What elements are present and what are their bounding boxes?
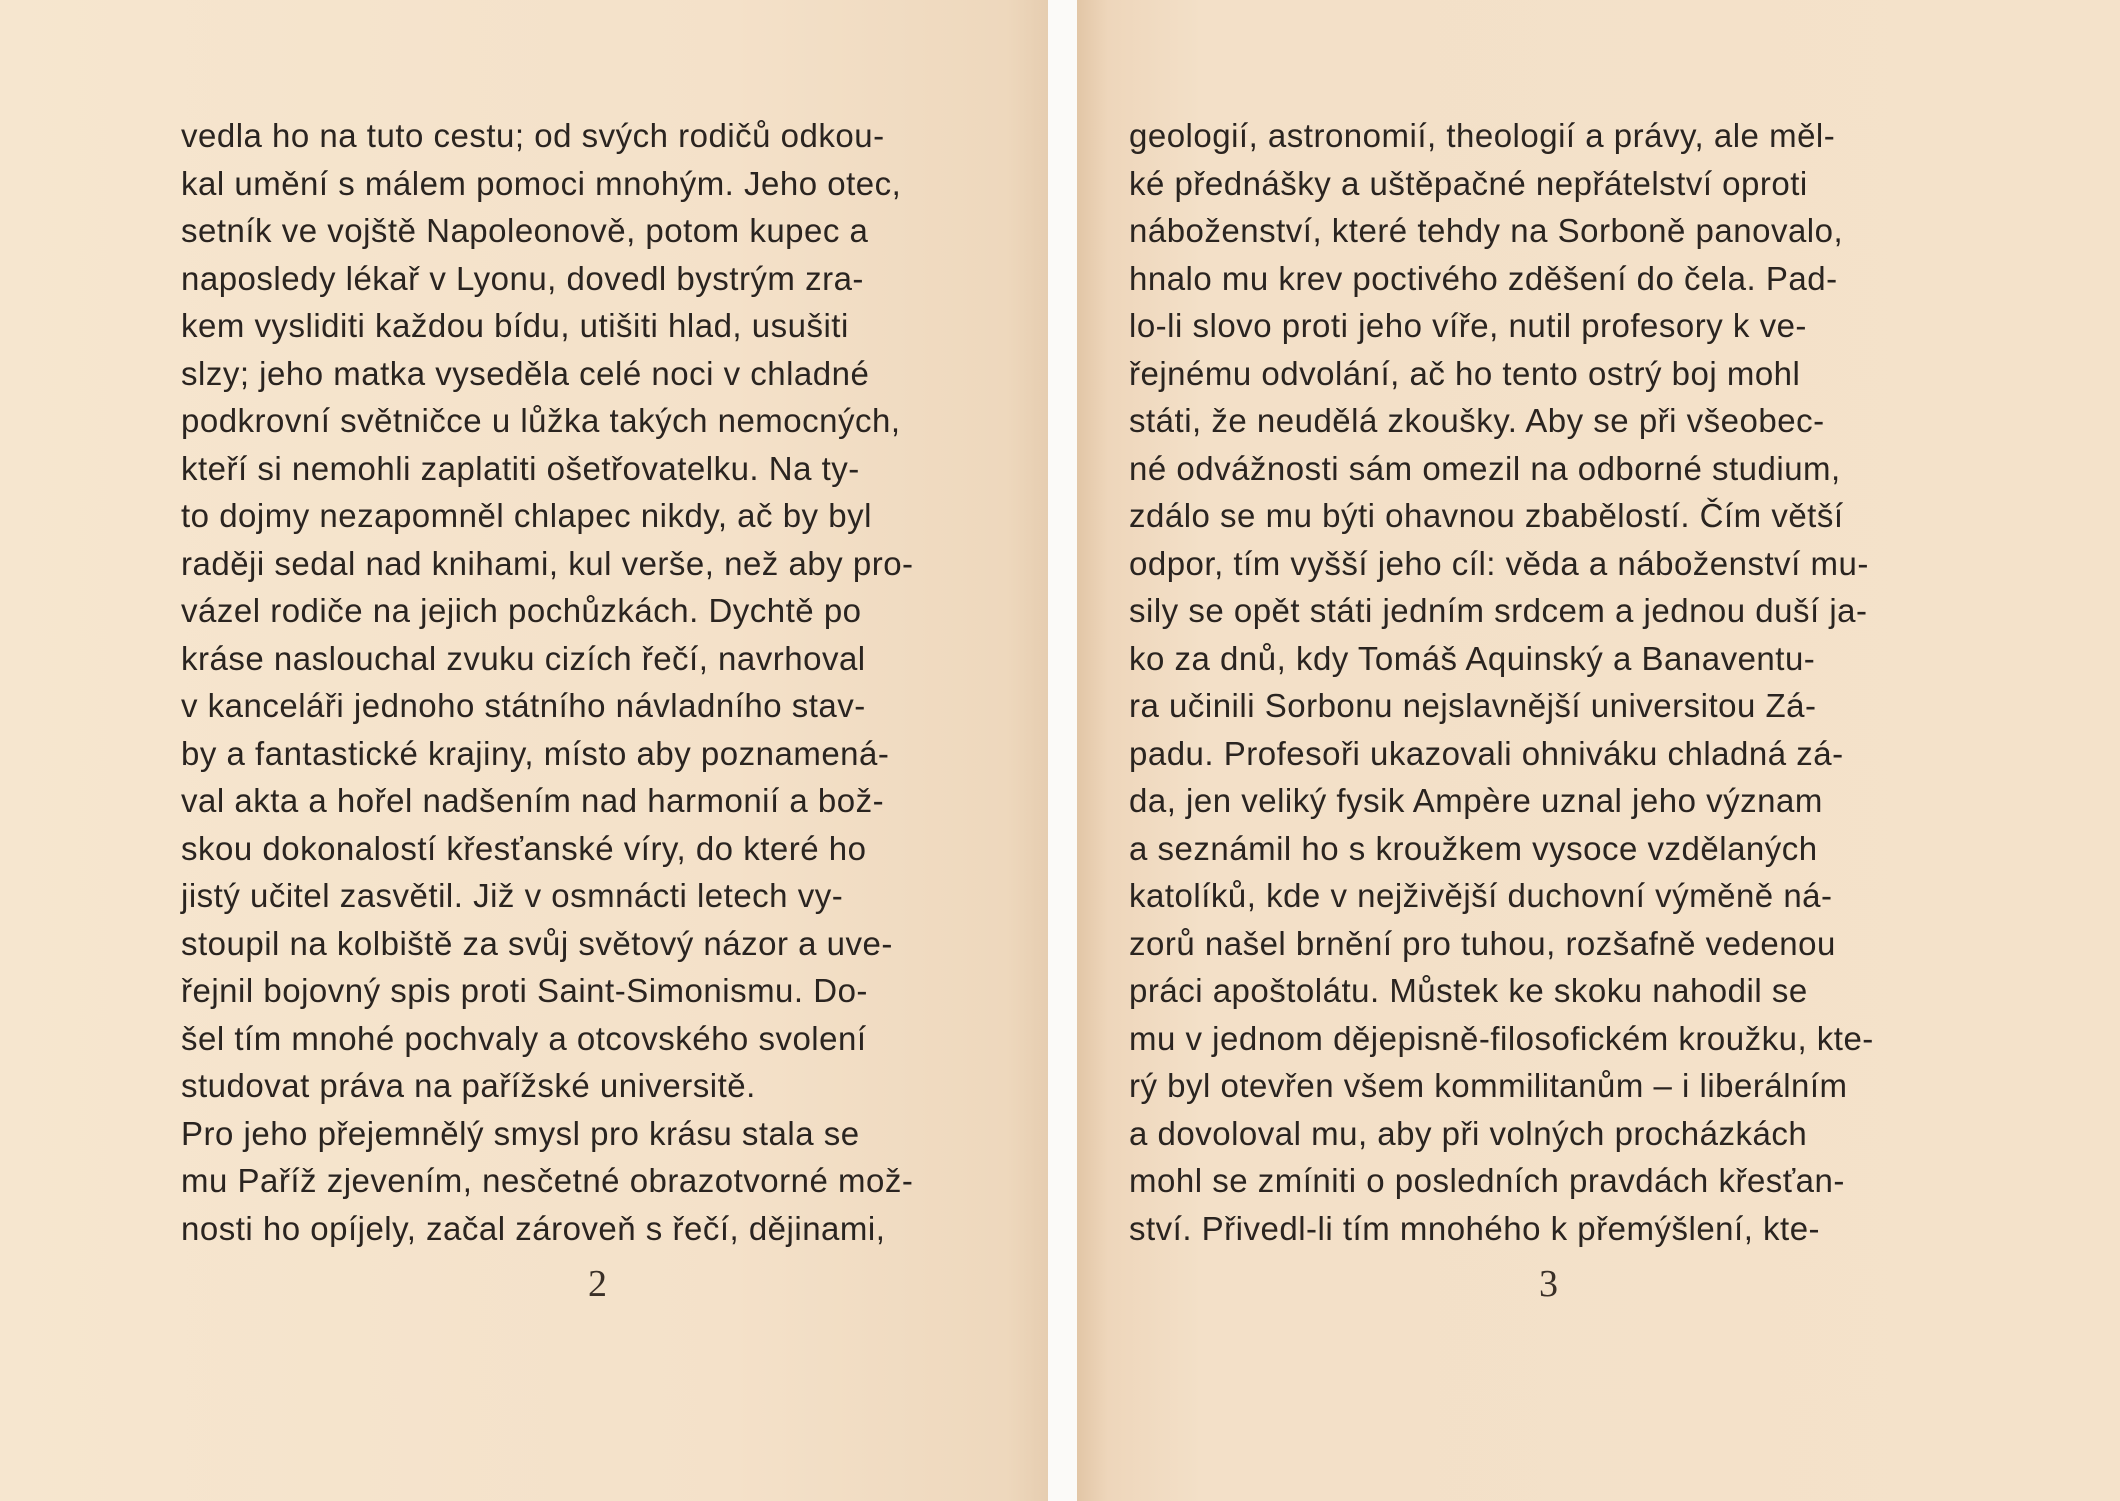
text-line: kráse naslouchal zvuku cizích řečí, navrhoval [181, 639, 866, 677]
text-line: zorů našel brnění pro tuhou, rozšafně vedenou [1129, 924, 1836, 962]
text-line: řejnému odvolání, ač ho tento ostrý boj mohl [1129, 354, 1801, 392]
text-line: slzy; jeho matka vyseděla celé noci v chladné [181, 354, 870, 392]
text-line: ství. Přivedl-li tím mnohého k přemýšlení, kte- [1129, 1209, 1821, 1247]
text-line: geologií, astronomií, theologií a právy, ale měl- [1129, 117, 1836, 154]
text-line: náboženství, které tehdy na Sorboně panovalo, [1129, 212, 1844, 249]
text-line: zdálo se mu býti ohavnou zbabělostí. Čím větší [1129, 497, 1844, 534]
text-line: hnalo mu krev poctivého zděšení do čela. Pad- [1129, 259, 1838, 297]
text-line: Pro jeho přejemnělý smysl pro krásu stala se [181, 1114, 860, 1152]
text-line: kem vysliditi každou bídu, utišiti hlad, usušiti [181, 307, 849, 344]
left-page-text [181, 112, 1021, 1252]
text-line: katolíků, kde v nejživější duchovní výměně ná- [1129, 877, 1833, 914]
text-line: studovat práva na pařížské universitě. [181, 1067, 756, 1104]
text-line: né odvážnosti sám omezil na odborné studium, [1129, 449, 1841, 487]
text-line: val akta a hořel nadšením nad harmonií a bož- [181, 782, 885, 819]
text-line: nosti ho opíjely, začal zároveň s řečí, dějinami, [181, 1209, 886, 1247]
text-line: odpor, tím vyšší jeho cíl: věda a náboženství mu- [1129, 544, 1869, 582]
page-number: 3 [1539, 1263, 1558, 1305]
text-line: to dojmy nezapomněl chlapec nikdy, ač by byl [181, 497, 872, 534]
text-line: stoupil na kolbiště za svůj světový názor a uve- [181, 924, 893, 962]
right-page [1077, 0, 2120, 1501]
text-line: naposledy lékař v Lyonu, dovedl bystrým zra- [181, 259, 864, 297]
text-line: lo-li slovo proti jeho víře, nutil profesory k ve- [1129, 307, 1807, 344]
text-line: a dovoloval mu, aby při volných procházkách [1129, 1114, 1808, 1152]
text-line: vedla ho na tuto cestu; od svých rodičů odkou- [181, 117, 885, 154]
text-line: setník ve vojště Napoleonově, potom kupec a [181, 212, 869, 249]
text-line: vázel rodiče na jejich pochůzkách. Dychtě po [181, 592, 862, 629]
text-line: kteří si nemohli zaplatiti ošetřovatelku. Na ty- [181, 449, 860, 487]
text-line: ko za dnů, kdy Tomáš Aquinský a Banaventu- [1129, 639, 1816, 677]
text-line: mu v jednom dějepisně-filosofickém kroužku, kte- [1129, 1019, 1874, 1057]
text-line: mu Paříž zjevením, nesčetné obrazotvorné mož- [181, 1162, 914, 1199]
text-line: kal umění s málem pomoci mnohým. Jeho otec, [181, 164, 902, 202]
text-line: práci apoštolátu. Můstek ke skoku nahodil se [1129, 972, 1808, 1009]
text-line: ra učinili Sorbonu nejslavnější universitou Zá- [1129, 687, 1817, 724]
book-gutter [1048, 0, 1077, 1501]
text-line: padu. Profesoři ukazovali ohniváku chladná zá- [1129, 734, 1844, 772]
text-line: by a fantastické krajiny, místo aby poznamená- [181, 734, 890, 772]
text-line: sily se opět státi jedním srdcem a jednou duší ja- [1129, 592, 1868, 629]
page-number: 2 [588, 1263, 607, 1305]
text-line: a seznámil ho s kroužkem vysoce vzdělaných [1129, 829, 1818, 867]
text-line: raději sedal nad knihami, kul verše, než aby pro- [181, 544, 914, 582]
text-line: skou dokonalostí křesťanské víry, do které ho [181, 829, 867, 867]
text-line: rý byl otevřen všem kommilitanům – i liberálním [1129, 1067, 1848, 1104]
text-line: ké přednášky a uštěpačné nepřátelství oproti [1129, 164, 1808, 202]
text-line: mohl se zmíniti o posledních pravdách křesťan- [1129, 1162, 1845, 1199]
text-line: podkrovní světničce u lůžka takých nemocných, [181, 402, 901, 439]
left-page [0, 0, 1048, 1501]
text-line: jistý učitel zasvětil. Již v osmnácti letech vy- [181, 877, 844, 914]
text-line: v kanceláři jednoho státního návladního stav- [181, 687, 866, 724]
text-line: da, jen veliký fysik Ampère uznal jeho význam [1129, 782, 1823, 819]
text-line: řejnil bojovný spis proti Saint-Simonismu. Do- [181, 972, 868, 1009]
text-line: státi, že neudělá zkoušky. Aby se při všeobec- [1129, 402, 1825, 439]
text-line: šel tím mnohé pochvaly a otcovského svolení [181, 1019, 867, 1057]
right-page-text [1129, 112, 2029, 1252]
